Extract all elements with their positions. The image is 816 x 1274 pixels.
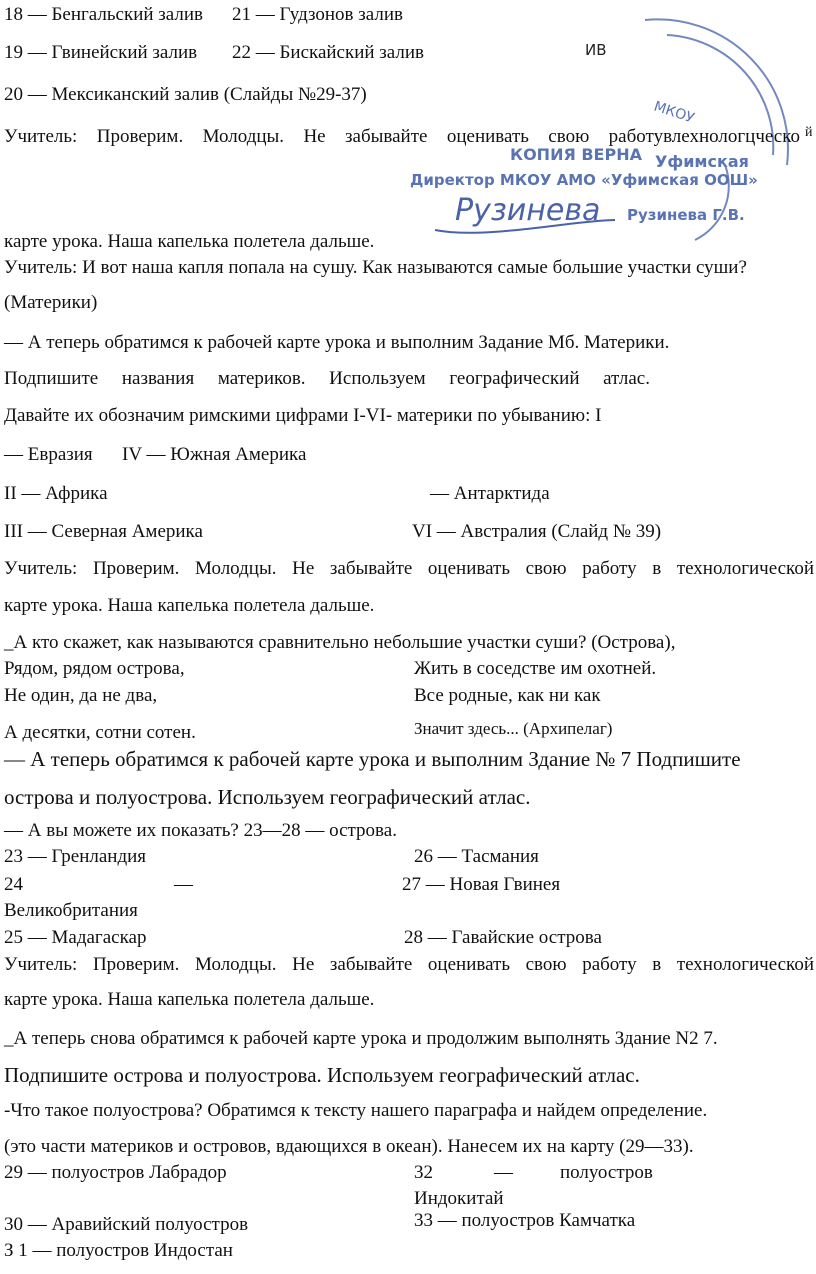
- stamp-signature: Рузинева: [455, 193, 601, 228]
- stamp-copy-line-2: Уфимская: [655, 152, 749, 171]
- teacher-check-3: Учитель: Проверим. Молодцы. Не забывайте оценивать свою работу в технологической: [4, 954, 814, 975]
- teacher-check-1-tail: й: [805, 125, 813, 140]
- roman-numerals: Давайте их обозначим римскими цифрами I-VI- материки по убыванию: I: [4, 405, 602, 426]
- island-25: 25 — Мадагаскар: [4, 927, 147, 948]
- peninsula-29: 29 — полуостров Лабрадор: [4, 1162, 227, 1183]
- stamp-ring: МКОУ: [651, 98, 697, 127]
- stamp-director: Директор МКОУ АМО «Уфимская ООШ»: [410, 171, 758, 189]
- island-23: 23 — Гренландия: [4, 846, 147, 867]
- continent-4: IV — Южная Америка: [122, 444, 307, 465]
- sign-islands: Подпишите острова и полуострова. Используем географический атлас.: [4, 1063, 640, 1087]
- peninsula-31: З 1 — полуостров Индостан: [4, 1240, 233, 1261]
- stamp-copy-line: КОПИЯ ВЕРНА: [510, 145, 642, 164]
- what-peninsula: -Что такое полуострова? Обратимся к тексту нашего параграфа и найдем определение.: [4, 1100, 708, 1121]
- teacher-check-1-line2: карте урока. Наша капелька полетела дальше.: [4, 231, 375, 252]
- continent-1: — Евразия: [4, 444, 93, 465]
- peninsula-32-name: Индокитай: [414, 1188, 504, 1209]
- continent-2: II — Африка: [4, 483, 108, 504]
- gulf-18: 18 — Бенгальский залив: [4, 4, 204, 25]
- poem-line-3b: Значит здесь... (Архипелаг): [414, 719, 613, 738]
- gulf-21: 21 — Гудзонов залив: [232, 4, 403, 25]
- island-28: 28 — Гавайские острова: [404, 927, 602, 948]
- question-islands: _А кто скажет, как называются сравнительно небольшие участки суши? (Острова),: [4, 632, 676, 653]
- question-land: Учитель: И вот наша капля попала на сушу. Как называются самые большие участки суши?: [4, 257, 747, 278]
- peninsula-definition: (это части материков и островов, вдающихся в океан). Нанесем их на карту (29—33).: [4, 1136, 694, 1157]
- island-24-dash: —: [174, 874, 193, 895]
- stamp-director-name: Рузинева Г.В.: [627, 206, 745, 224]
- sign-continents: Подпишите названия материков. Используем географический атлас.: [4, 368, 650, 389]
- poem-line-2b: Все родные, как ни как: [414, 685, 601, 706]
- teacher-check-1: Учитель: Проверим. Молодцы. Не забывайте оценивать свою работувлехнологцческо: [4, 126, 800, 147]
- peninsula-33: 33 — полуостров Камчатка: [414, 1210, 636, 1231]
- stamp-mark: ИВ: [585, 41, 607, 59]
- task-7: — А теперь обратимся к рабочей карте урока и выполним Здание № 7 Подпишите: [4, 747, 741, 771]
- teacher-check-3-line2: карте урока. Наша капелька полетела дальше.: [4, 989, 375, 1010]
- again-task-7: _А теперь снова обратимся к рабочей карте урока и продолжим выполнять Здание N2 7.: [4, 1028, 718, 1049]
- task-6: — А теперь обратимся к рабочей карте урока и выполним Задание Мб. Материки.: [4, 332, 670, 353]
- island-26: 26 — Тасмания: [414, 846, 539, 867]
- teacher-check-2: Учитель: Проверим. Молодцы. Не забывайте оценивать свою работу в технологической: [4, 558, 814, 579]
- poem-line-1b: Жить в соседстве им охотней.: [414, 658, 657, 679]
- island-27: 27 — Новая Гвинея: [402, 874, 561, 895]
- teacher-check-2-line2: карте урока. Наша капелька полетела дальше.: [4, 595, 375, 616]
- peninsula-30: 30 — Аравийский полуостров: [4, 1214, 249, 1235]
- island-24-name: Великобритания: [4, 900, 138, 921]
- peninsula-32-word: полуостров: [560, 1162, 653, 1183]
- island-24-number: 24: [4, 874, 23, 895]
- peninsula-32-number: 32: [414, 1162, 433, 1183]
- answer-continents: (Материки): [4, 292, 98, 313]
- gulf-19: 19 — Гвинейский залив: [4, 42, 198, 63]
- poem-line-1a: Рядом, рядом острова,: [4, 658, 185, 679]
- show-islands: — А вы можете их показать? 23—28 — острова.: [4, 820, 397, 841]
- gulf-20: 20 — Мексиканский залив (Слайды №29-37): [4, 84, 367, 105]
- task-7-line2: острова и полуострова. Используем географический атлас.: [4, 785, 531, 809]
- peninsula-32-dash: —: [494, 1162, 513, 1183]
- poem-line-3a: А десятки, сотни сотен.: [4, 722, 196, 743]
- continent-5: — Антарктида: [430, 483, 550, 504]
- continent-3: III — Северная Америка: [4, 521, 203, 542]
- continent-6: VI — Австралия (Слайд № 39): [412, 521, 662, 542]
- poem-line-2a: Не один, да не два,: [4, 685, 158, 706]
- gulf-22: 22 — Бискайский залив: [232, 42, 425, 63]
- signature-stroke: [435, 220, 615, 233]
